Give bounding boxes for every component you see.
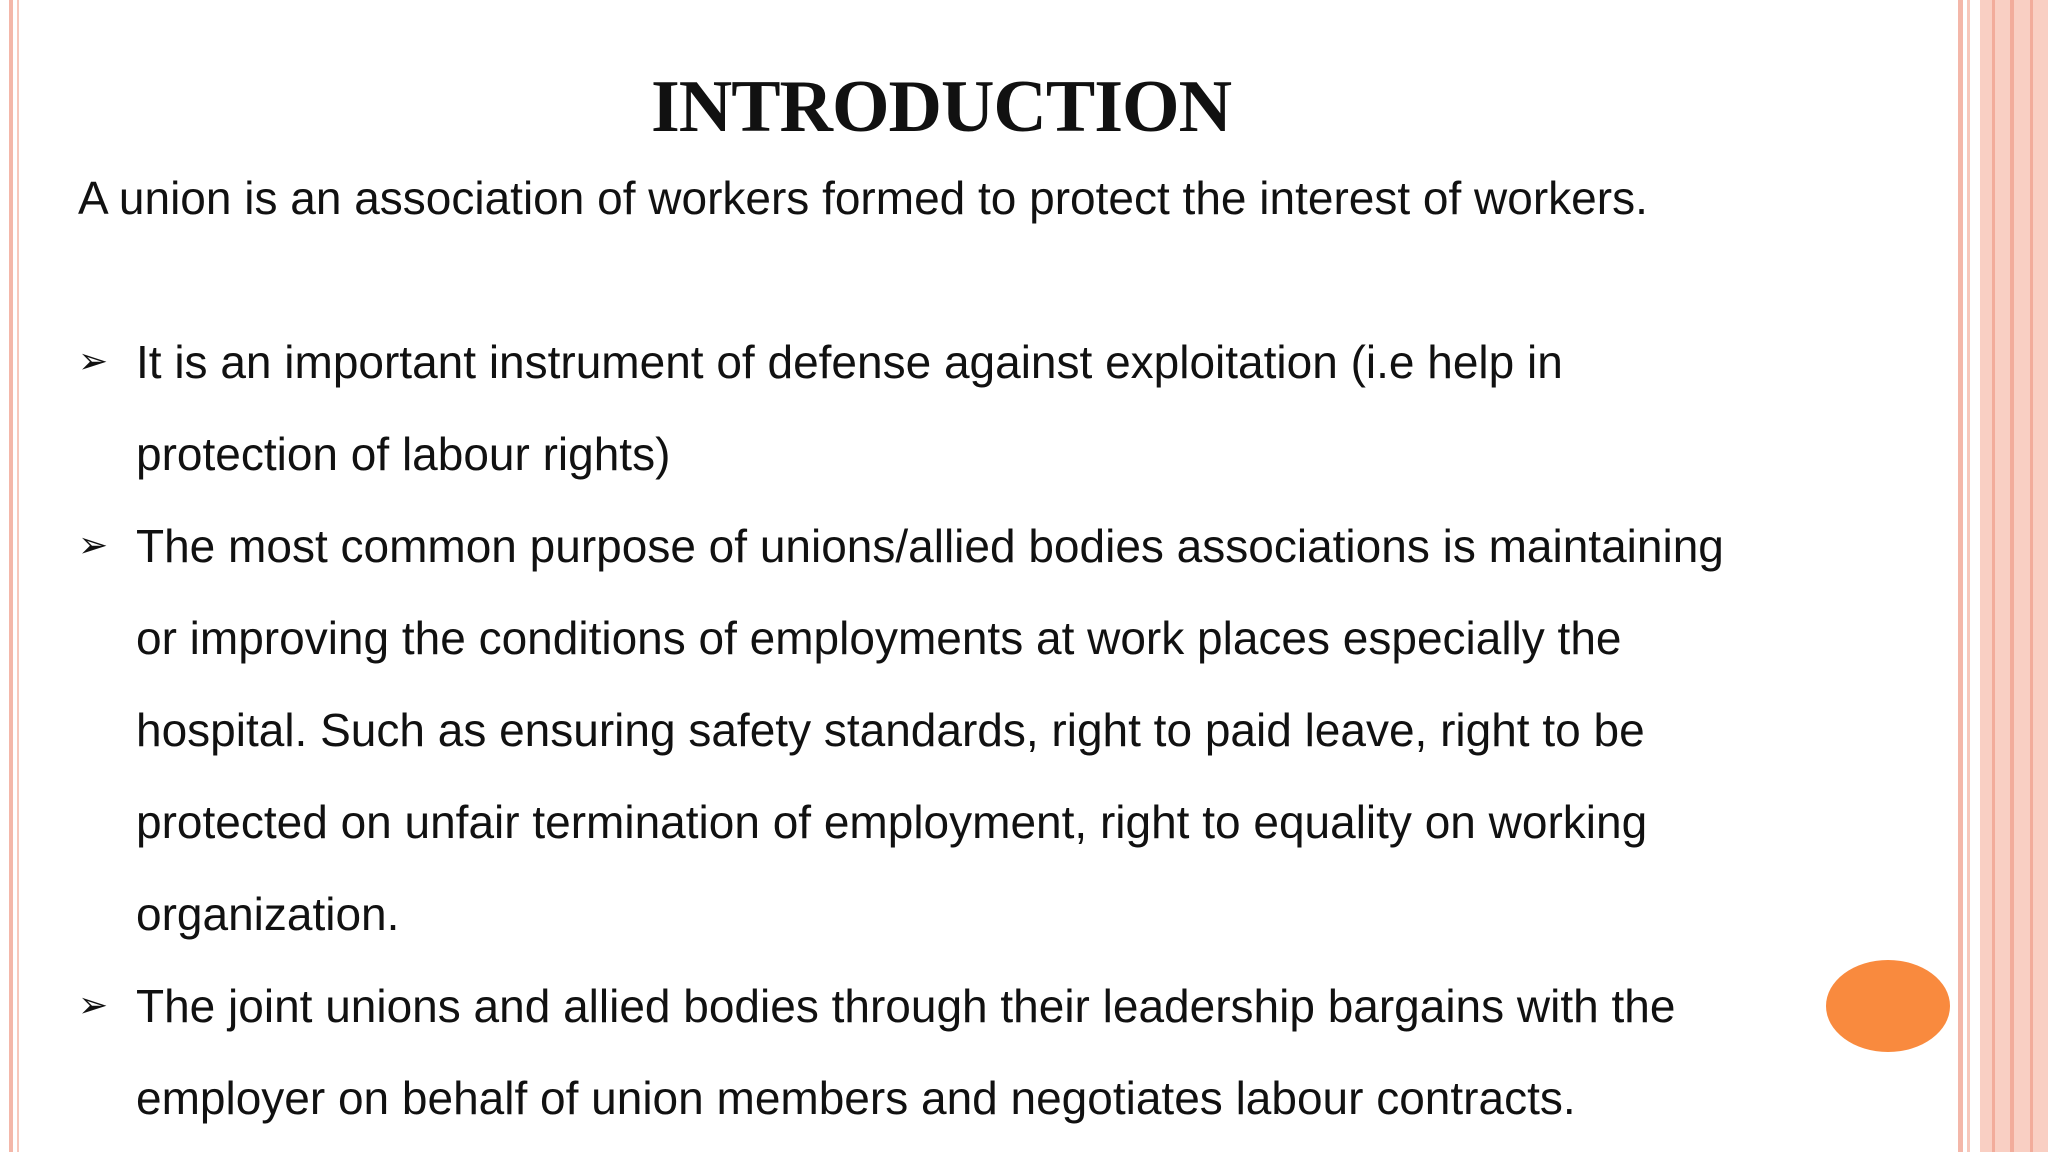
bullet-line: protected on unfair termination of employment, right to equality on working bbox=[136, 796, 1648, 848]
bullet-line: The joint unions and allied bodies through their leadership bargains with the bbox=[136, 980, 1676, 1032]
right-border-band-line bbox=[2030, 0, 2033, 1152]
right-border-stripe bbox=[1958, 0, 1963, 1152]
right-border-band bbox=[1980, 0, 2048, 1152]
bullet-line: organization. bbox=[136, 888, 400, 940]
right-border-stripe-inner bbox=[1967, 0, 1970, 1152]
intro-paragraph: A union is an association of workers formed to protect the interest of workers. bbox=[78, 172, 1648, 224]
arrowhead-bullet-icon: ➢ bbox=[78, 341, 109, 382]
right-border-band-line bbox=[2010, 0, 2014, 1152]
bullet-line: It is an important instrument of defense against exploitation (i.e help in bbox=[136, 336, 1563, 388]
bullet-item bbox=[78, 316, 1938, 500]
bullet-line: employer on behalf of union members and negotiates labour contracts. bbox=[136, 1072, 1576, 1124]
right-border-band-line bbox=[1992, 0, 1995, 1152]
left-border-stripe bbox=[9, 0, 13, 1152]
slide-title: INTRODUCTION bbox=[650, 66, 1232, 148]
orange-circle-decoration bbox=[1826, 960, 1950, 1052]
bullet-line: hospital. Such as ensuring safety standards, right to paid leave, right to be bbox=[136, 704, 1645, 756]
bullet-line: protection of labour rights) bbox=[136, 428, 671, 480]
arrowhead-bullet-icon: ➢ bbox=[78, 525, 109, 566]
bullet-item bbox=[78, 500, 1938, 960]
bullet-list bbox=[78, 316, 1938, 1144]
left-border-stripe-inner bbox=[17, 0, 19, 1152]
bullet-line: or improving the conditions of employments at work places especially the bbox=[136, 612, 1622, 664]
bullet-line: The most common purpose of unions/allied bodies associations is maintaining bbox=[136, 520, 1724, 572]
bullet-item bbox=[78, 960, 1938, 1144]
arrowhead-bullet-icon: ➢ bbox=[78, 985, 109, 1026]
